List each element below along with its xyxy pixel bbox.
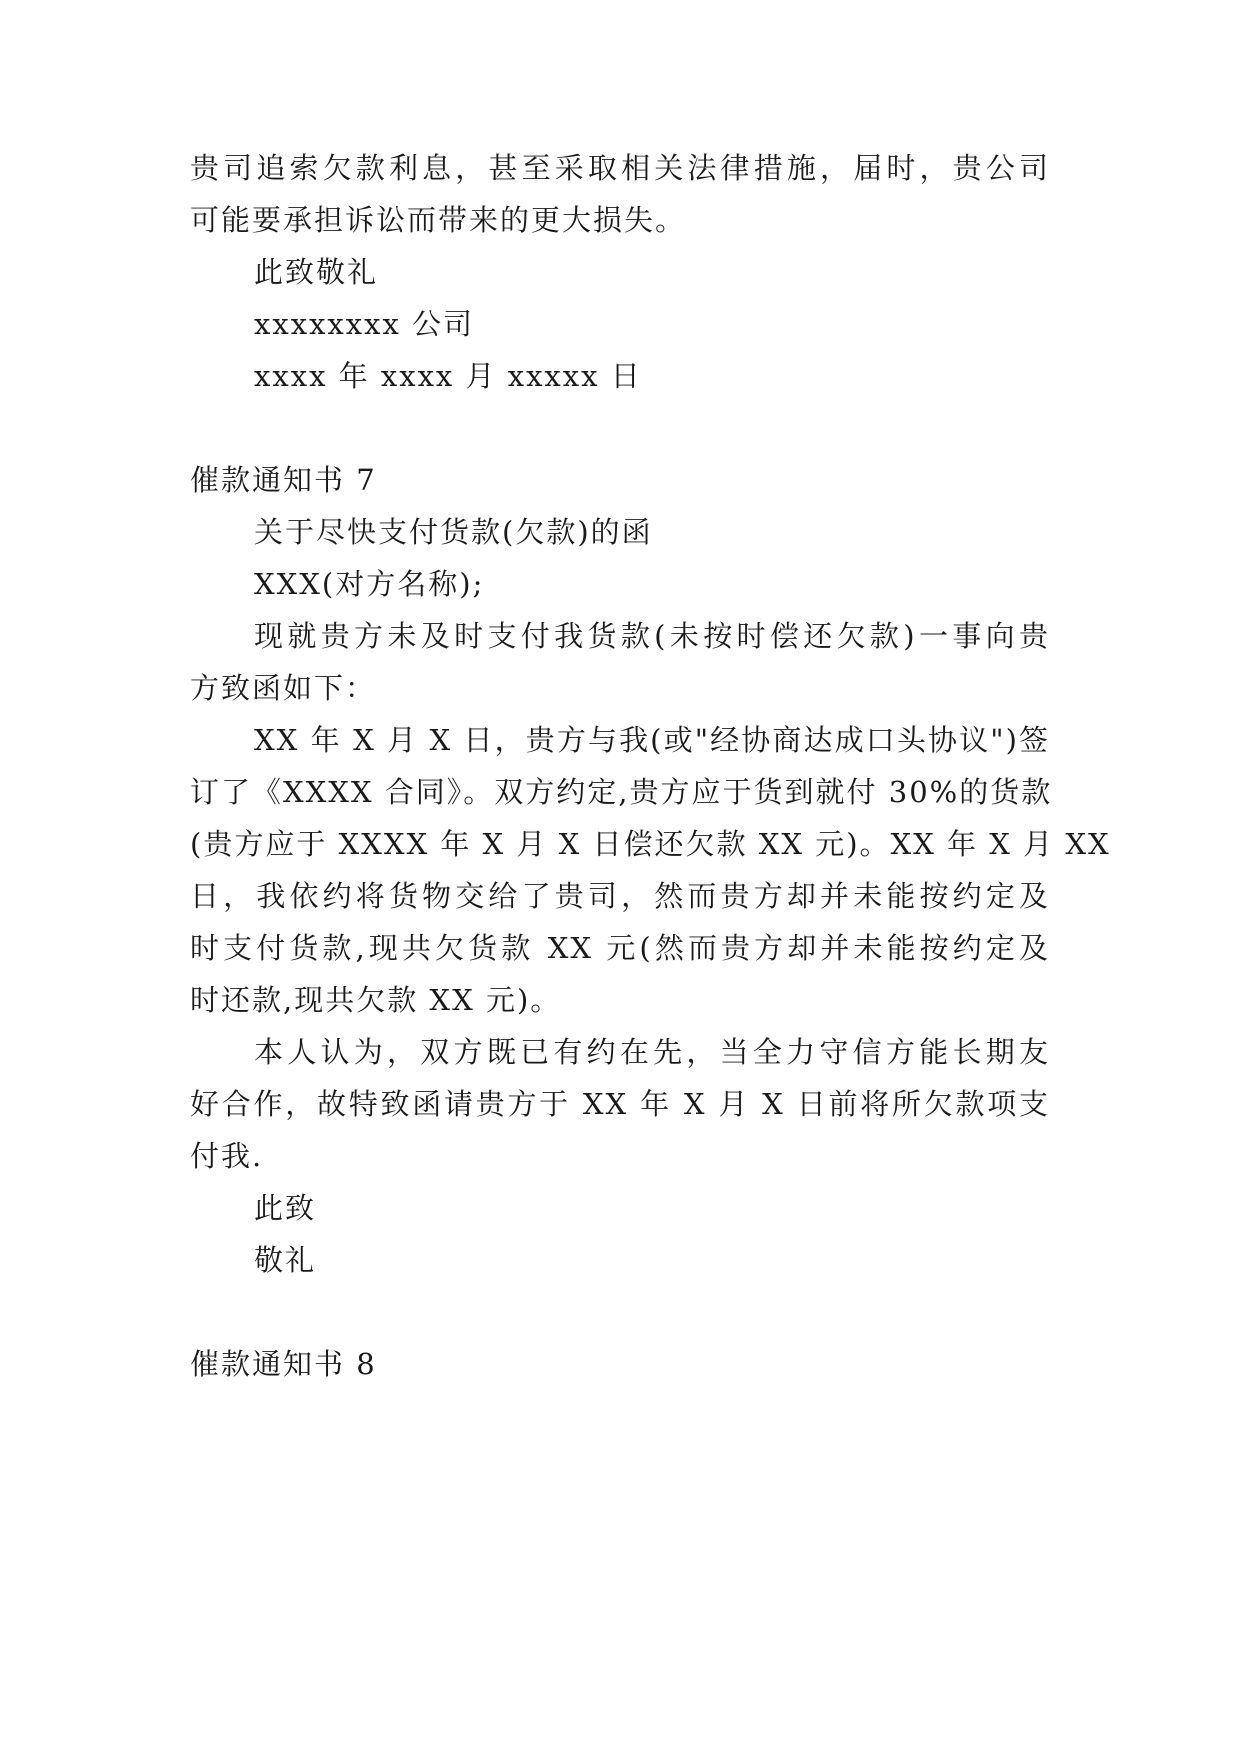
paragraph-line: 本人认为，双方既已有约在先，当全力守信方能长期友	[254, 1035, 1050, 1069]
section-heading: 催款通知书 7	[190, 463, 377, 497]
paragraph-line: (贵方应于 XXXX 年 X 月 X 日偿还欠款 XX 元)。XX 年 X 月 XX	[190, 827, 1111, 861]
paragraph-line: 订了《XXXX 合同》。双方约定,贵方应于货到就付 30%的货款	[190, 775, 1053, 809]
paragraph-line: 贵司追索欠款利息，甚至采取相关法律措施，届时，贵公司	[190, 151, 1050, 185]
section-heading: 催款通知书 8	[190, 1347, 377, 1381]
letter-addressee: XXX(对方名称);	[254, 567, 485, 601]
document-page	[190, 0, 1111, 1754]
paragraph-line: XX 年 X 月 X 日，贵方与我(或"经协商达成口头协议")签	[254, 723, 1050, 757]
letter-title: 关于尽快支付货款(欠款)的函	[254, 515, 653, 549]
signature-company: xxxxxxxx 公司	[254, 307, 475, 341]
paragraph-line: 好合作，故特致函请贵方于 XX 年 X 月 X 日前将所欠款项支	[190, 1087, 1050, 1121]
closing-salutation: 此致敬礼	[254, 255, 379, 289]
paragraph-line: 时支付货款,现共欠货款 XX 元(然而贵方却并未能按约定及	[190, 931, 1050, 965]
signature-date: xxxx 年 xxxx 月 xxxxx 日	[254, 359, 642, 393]
paragraph-line: 方致函如下：	[190, 671, 377, 705]
paragraph-line: 日，我依约将货物交给了贵司，然而贵方却并未能按约定及	[190, 879, 1050, 913]
paragraph-line: 时还款,现共欠款 XX 元)。	[190, 983, 562, 1017]
paragraph-line: 付我.	[190, 1139, 264, 1173]
paragraph-line: 现就贵方未及时支付我货款(未按时偿还欠款)一事向贵	[254, 619, 1050, 653]
paragraph-line: 可能要承担诉讼而带来的更大损失。	[190, 203, 687, 237]
closing-salutation: 敬礼	[254, 1243, 317, 1277]
closing-salutation: 此致	[254, 1191, 317, 1225]
